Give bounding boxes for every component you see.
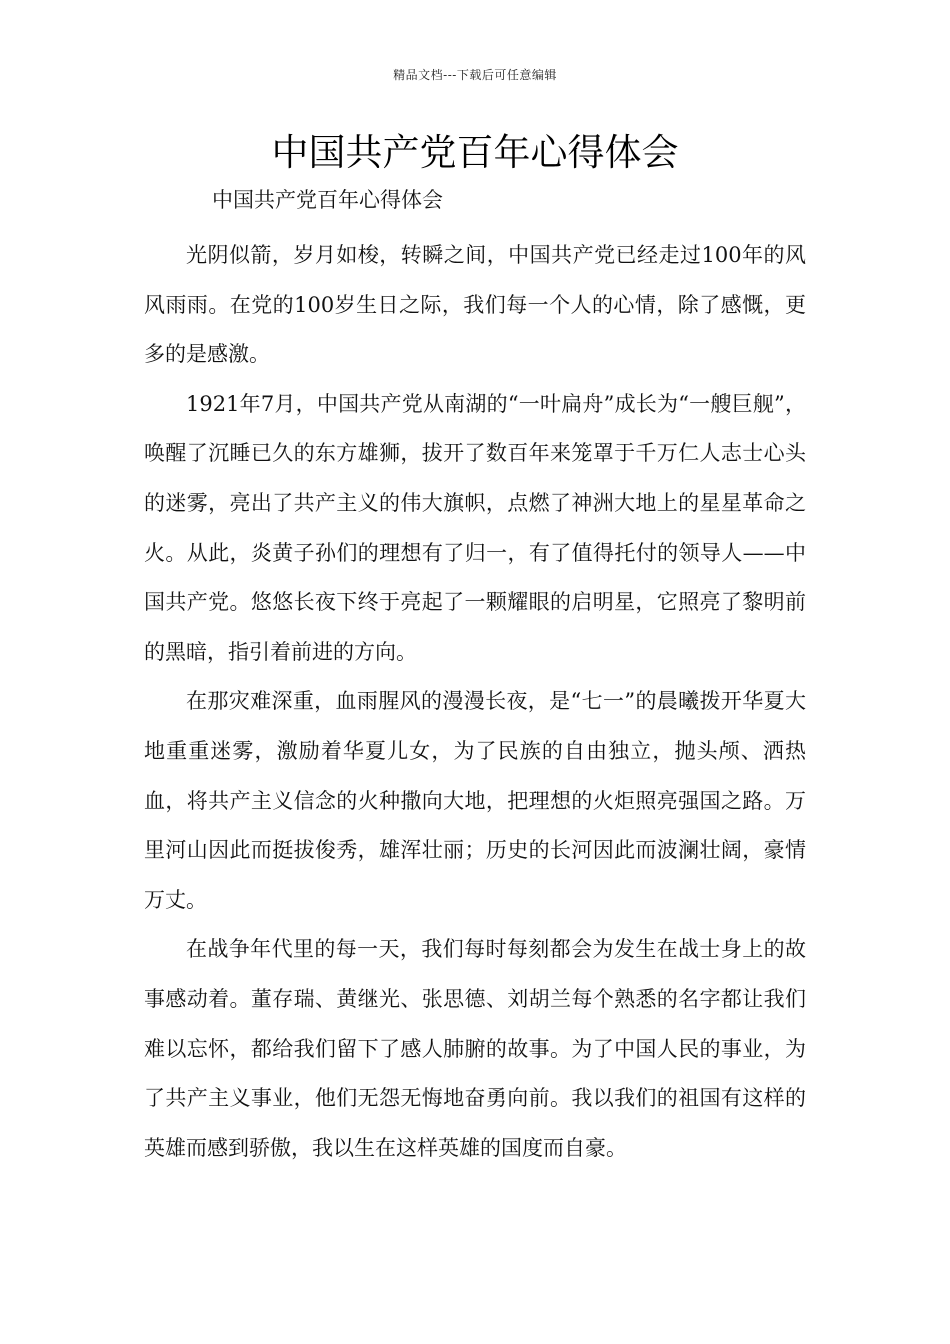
paragraph-3: 在那灾难深重，血雨腥风的漫漫长夜，是“七一”的晨曦拨开华夏大地重重迷雾，激励着华夏儿女，为了民族的自由独立，抛头颅、洒热血，将共产主义信念的火种撒向大地，把理想的火炬照亮强国之路。万里河山因此而挺拔俊秀，雄浑壮丽；历史的长河因此而波澜壮阔，豪情万丈。: [144, 689, 806, 912]
document-body: [144, 231, 806, 1173]
document-subtitle: 中国共产党百年心得体会: [212, 188, 443, 212]
paragraph-4: 在战争年代里的每一天，我们每时每刻都会为发生在战士身上的故事感动着。董存瑞、黄继光、张思德、刘胡兰每个熟悉的名字都让我们难以忘怀，都给我们留下了感人肺腑的故事。为了中国人民的事业，为了共产主义事业，他们无怨无悔地奋勇向前。我以我们的祖国有这样的英雄而感到骄傲，我以生在这样英雄的国度而自豪。: [144, 937, 806, 1160]
paragraph-2: 1921年7月，中国共产党从南湖的“一叶扁舟”成长为“一艘巨舰”，唤醒了沉睡已久的东方雄狮，拔开了数百年来笼罩于千万仁人志士心头的迷雾，亮出了共产主义的伟大旗帜，点燃了神洲大地上的星星革命之火。从此，炎黄子孙们的理想有了归一，有了值得托付的领导人——中国共产党。悠悠长夜下终于亮起了一颗耀眼的启明星，它照亮了黎明前的黑暗，指引着前进的方向。: [144, 391, 806, 664]
document-title: 中国共产党百年心得体会: [271, 131, 679, 174]
header-note: 精品文档---下载后可任意编辑: [393, 68, 557, 82]
paragraph-1: 光阴似箭，岁月如梭，转瞬之间，中国共产党已经走过100年的风风雨雨。在党的100岁生日之际，我们每一个人的心情，除了感慨，更多的是感激。: [144, 243, 806, 367]
